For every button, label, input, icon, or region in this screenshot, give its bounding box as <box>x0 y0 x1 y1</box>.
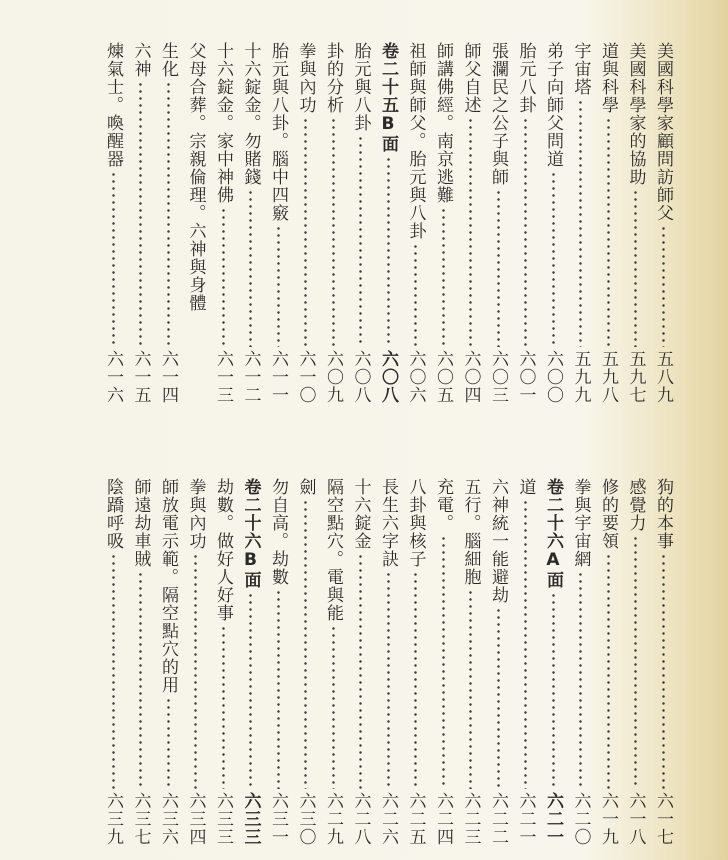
toc-entry <box>651 478 675 846</box>
toc-entry <box>514 478 538 846</box>
toc-entry <box>404 42 428 404</box>
toc-entry <box>211 42 235 404</box>
toc-entry-title: 卷二十六A面 <box>543 478 563 589</box>
toc-page-number: 六〇九 <box>323 350 343 404</box>
toc-entry-title: 道 <box>515 478 536 496</box>
toc-page-number: 六一八 <box>625 792 646 846</box>
toc-entry <box>239 42 263 404</box>
toc-entry <box>569 478 593 846</box>
toc-entry <box>486 42 510 404</box>
dot-leader <box>194 553 197 789</box>
toc-entry-title: 六神 <box>130 42 151 78</box>
toc-entry-title: 修的要領 <box>598 478 618 550</box>
toc-entry <box>321 478 345 846</box>
toc-entry-title: 卷二十六B面 <box>240 478 261 589</box>
toc-entry-title: 師遠劫車賊 <box>130 478 151 568</box>
dot-leader <box>249 592 252 789</box>
toc-page-number: 六二六 <box>378 792 398 846</box>
toc-entry <box>624 42 648 404</box>
toc-entry-title: 胎元與八卦。腦中四竅 <box>268 42 288 222</box>
dot-leader <box>112 171 115 347</box>
toc-page-number: 六三一 <box>268 792 288 846</box>
toc-page-number: 六一九 <box>598 792 618 846</box>
toc-page-number: 六二二 <box>488 792 508 846</box>
toc-entry <box>184 478 208 846</box>
toc-page-number: 六二三 <box>460 792 481 846</box>
toc-section-heading <box>376 42 400 404</box>
toc-page-number: 五九八 <box>598 350 618 404</box>
dot-leader <box>634 535 637 789</box>
toc-entry-title: 祖師與師父。胎元與八卦 <box>405 42 426 240</box>
dot-leader <box>579 571 582 789</box>
toc-entry <box>129 42 153 404</box>
toc-entry-title: 宇宙塔 <box>570 42 591 96</box>
dot-leader <box>634 189 637 347</box>
toc-section-heading <box>541 478 565 846</box>
toc-entry <box>541 42 565 404</box>
toc-page-number: 六二一 <box>515 792 536 846</box>
toc-entry <box>101 42 125 404</box>
dot-leader <box>662 553 665 789</box>
dot-leader <box>469 589 472 789</box>
dot-leader <box>552 171 555 347</box>
dot-leader <box>304 117 307 347</box>
dot-leader <box>277 225 280 347</box>
toc-section-heading <box>239 478 263 846</box>
dot-leader <box>359 135 362 347</box>
toc-entry <box>459 42 483 404</box>
toc-entry-title: 弟子向師父問道 <box>543 42 563 168</box>
toc-entry-title: 陰蹻呼吸 <box>103 478 123 550</box>
toc-page-number: 六〇一 <box>515 350 536 404</box>
toc-entry <box>349 42 373 404</box>
toc-entry <box>266 478 290 846</box>
toc-entry <box>294 478 318 846</box>
toc-entry-title: 胎元與八卦 <box>350 42 371 132</box>
toc-entry <box>404 478 428 846</box>
toc-page-number: 六二九 <box>323 792 343 846</box>
toc-page-number: 五九七 <box>625 350 646 404</box>
toc-page-number: 六二四 <box>433 792 453 846</box>
toc-page-number: 六二〇 <box>570 792 591 846</box>
toc-page-number: 六一二 <box>240 350 261 404</box>
toc-entry <box>569 42 593 404</box>
toc-entry <box>184 42 208 404</box>
toc-page-number: 六二五 <box>405 792 426 846</box>
toc-entry <box>431 42 455 404</box>
dot-leader <box>387 156 390 347</box>
toc-page-number: 六二一 <box>543 792 563 846</box>
dot-leader <box>524 117 527 347</box>
toc-page-number: 六三六 <box>158 792 178 846</box>
dot-leader <box>167 81 170 347</box>
dot-leader <box>442 207 445 347</box>
toc-entry-title: 十六錠金。家中神佛 <box>213 42 233 204</box>
toc-entry-title: 劫數。做好人好事 <box>213 478 233 622</box>
toc-entry-title: 拳與內功 <box>185 478 206 550</box>
toc-entry <box>321 42 345 404</box>
toc-entry-title: 卦的分析 <box>323 42 343 114</box>
toc-entry <box>376 478 400 846</box>
toc-entry <box>101 478 125 846</box>
dot-leader <box>524 499 527 789</box>
toc-entry <box>651 42 675 404</box>
toc-entry <box>596 42 620 404</box>
toc-page-number: 六一七 <box>653 792 673 846</box>
toc-page-number: 六〇五 <box>433 350 453 404</box>
toc-entry <box>431 478 455 846</box>
toc-entry-title: 隔空點穴。電與能 <box>323 478 343 622</box>
dot-leader <box>222 207 225 347</box>
toc-entry <box>211 478 235 846</box>
toc-entry-title: 煉氣士。喚醒器 <box>103 42 123 168</box>
dot-leader <box>579 99 582 347</box>
toc-entry-title: 胎元八卦 <box>515 42 536 114</box>
dot-leader <box>387 571 390 789</box>
toc-entry-title: 長生六字訣 <box>378 478 398 568</box>
toc-page-number: 六三九 <box>103 792 123 846</box>
dot-leader <box>497 607 500 789</box>
toc-page-number: 六〇四 <box>460 350 481 404</box>
toc-entry <box>129 478 153 846</box>
dot-leader <box>112 553 115 789</box>
toc-entry-title: 充電。 <box>433 478 453 532</box>
toc-page-number: 六〇三 <box>488 350 508 404</box>
toc-entry-title: 美國科學家的協助 <box>625 42 646 186</box>
toc-entry <box>156 42 180 404</box>
dot-leader <box>497 189 500 347</box>
toc-page-number: 六〇六 <box>405 350 426 404</box>
dot-leader <box>332 625 335 789</box>
toc-entry <box>294 42 318 404</box>
toc-entry-title: 道與科學 <box>598 42 618 114</box>
toc-entry <box>624 478 648 846</box>
dot-leader <box>139 571 142 789</box>
dot-leader <box>139 81 142 347</box>
toc-entry-title: 拳與宇宙網 <box>570 478 591 568</box>
toc-entry-title: 十六錠金 <box>350 478 371 550</box>
toc-page-number: 六一四 <box>158 350 178 404</box>
toc-page-number: 五八九 <box>653 350 673 404</box>
dot-leader <box>469 117 472 347</box>
dot-leader <box>332 117 335 347</box>
toc-entry-title: 美國科學家顧問訪師父 <box>653 42 673 222</box>
dot-leader <box>167 697 170 789</box>
dot-leader <box>249 189 252 347</box>
toc-page-number: 六三〇 <box>295 792 316 846</box>
toc-entry <box>349 478 373 846</box>
toc-page-number: 六三三 <box>213 792 233 846</box>
toc-entry-title: 拳與內功 <box>295 42 316 114</box>
toc-page-number: 六〇八 <box>350 350 371 404</box>
toc-page-number: 六一〇 <box>295 350 316 404</box>
toc-entry-title: 感覺力 <box>625 478 646 532</box>
toc-entry <box>266 42 290 404</box>
toc-entry <box>596 478 620 846</box>
toc-entry-title: 生化 <box>158 42 178 78</box>
toc-entry-title: 八卦與核子 <box>405 478 426 568</box>
toc-entry-title: 六神統一能避劫 <box>488 478 508 604</box>
dot-leader <box>607 117 610 347</box>
dot-leader <box>552 592 555 789</box>
dot-leader <box>662 225 665 347</box>
toc-entry-title: 狗的本事 <box>653 478 673 550</box>
toc-page-number: 六一一 <box>268 350 288 404</box>
toc-entry <box>514 42 538 404</box>
toc-entry <box>486 478 510 846</box>
toc-entry-title: 師父自述 <box>460 42 481 114</box>
toc-page-number: 六二八 <box>350 792 371 846</box>
toc-entry-title: 張瀾民之公子與師 <box>488 42 508 186</box>
toc-page-number: 五九九 <box>570 350 591 404</box>
toc-entry-title: 師講佛經。南京逃難 <box>433 42 453 204</box>
toc-entry-title: 劍 <box>295 478 316 496</box>
toc-entry-title: 卷二十五B面 <box>378 42 398 153</box>
toc-entry-title: 師放電示範。隔空點穴的用 <box>158 478 178 694</box>
toc-page-number: 六一五 <box>130 350 151 404</box>
toc-entry <box>459 478 483 846</box>
toc-entry-title: 五行。腦細胞 <box>460 478 481 586</box>
toc-page-number: 六三三 <box>240 792 261 846</box>
toc-page-number: 六三四 <box>185 792 206 846</box>
toc-entry-title: 父母合葬。宗親倫理。六神與身體 <box>185 42 206 312</box>
dot-leader <box>442 535 445 789</box>
dot-leader <box>607 553 610 789</box>
dot-leader <box>414 571 417 789</box>
toc-page-number: 六〇八 <box>378 350 398 404</box>
dot-leader <box>414 243 417 347</box>
dot-leader <box>359 553 362 789</box>
dot-leader <box>277 589 280 789</box>
dot-leader <box>304 499 307 789</box>
toc-entry-title: 勿自高。劫數 <box>268 478 288 586</box>
toc-page-number: 六〇〇 <box>543 350 563 404</box>
toc-page-number: 六三七 <box>130 792 151 846</box>
dot-leader <box>222 625 225 789</box>
toc-entry <box>156 478 180 846</box>
toc-entry-title: 十六錠金。勿賭錢 <box>240 42 261 186</box>
toc-page-number: 六一三 <box>213 350 233 404</box>
toc-page-number: 六一六 <box>103 350 123 404</box>
